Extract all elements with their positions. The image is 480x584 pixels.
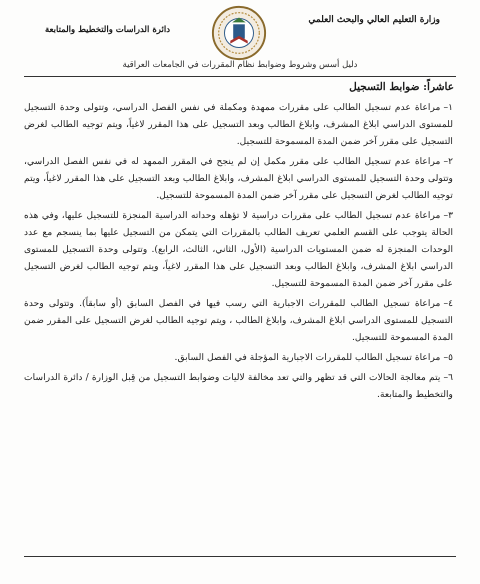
item-text: مراعاة عدم تسجيل الطالب على مقررات ممهدة ومكملة في نفس الفصل الدراسي، وتتولى وحدة التسجيل للمستوى الدراسي ابلاغ المشرف، وابلاغ الطالب وبعد التسجيل على هذا المقرر لاغياً، ويتم توجيه الطالب لغرض التسجيل على مقرر آخر ضمن المدة المسموحة للتسجيل. [24, 102, 453, 147]
header-divider [24, 76, 456, 77]
footer-divider [24, 556, 456, 557]
list-item [24, 295, 453, 346]
list-item [24, 369, 453, 403]
ministry-emblem-icon [210, 4, 268, 62]
item-number: ٣– [443, 210, 453, 221]
list-item [24, 349, 453, 366]
item-number: ٢– [443, 156, 453, 167]
registration-rules-list [24, 99, 453, 406]
item-number: ١– [443, 102, 453, 113]
item-number: ٤– [443, 298, 453, 309]
item-text: يتم معالجة الحالات التي قد تظهر والتي تعد مخالفة لاليات وضوابط التسجيل من قِبل الوزارة / دائرة الدراسات والتخطيط والمتابعة. [24, 372, 453, 400]
item-number: ٦– [443, 372, 453, 383]
item-text: مراعاة تسجيل الطالب للمقررات الاجبارية التي رسب فيها في الفصل السابق (أو سابقاً). وتتولى وحدة التسجيل للمستوى الدراسي ابلاغ المشرف، وابلاغ الطالب ، ويتم توجيه الطالب لغرض التسجيل على المقرر ضمن المدة المسموحة للتسجيل. [24, 298, 453, 343]
list-item [24, 99, 453, 150]
document-subtitle: دليل أسس وشروط وضوابط نظام المقررات في الجامعات العراقية [122, 60, 358, 70]
list-item [24, 207, 453, 292]
item-text: مراعاة عدم تسجيل الطالب على مقررات دراسية لا تؤهله وحداته الدراسية المنجزة للتسجيل عليها، وفي هذه الحالة يتوجب على القسم العلمي تعريف الطالب بالمقررات التي يتمكن من التسجيل عليها بما ينسجم مع عدد الوحدات المنجزة له ضمن المستويات الدراسية (الأول، الثاني، الثالث، الرابع). وتتولى وحدة التسجيل للمستوى الدراسي ابلاغ المشرف، وابلاغ الطالب وبعد التسجيل على هذا المقرر لاغياً، ويتم توجيه الطالب لغرض التسجيل على مقرر آخر ضمن المدة المسموحة للتسجيل. [24, 210, 453, 289]
item-text: مراعاة عدم تسجيل الطالب على مقرر مكمل إن لم ينجح في المقرر الممهد له في نفس الفصل الدراسي، وتتولى وحدة التسجيل للمستوى الدراسي ابلاغ المشرف، وابلاغ الطالب وبعد التسجيل على هذا المقرر لاغياً، ويتم توجيه الطالب لغرض التسجيل على مقرر آخر ضمن المدة المسموحة للتسجيل. [24, 156, 453, 201]
section-title: عاشراً: ضوابط التسجيل [349, 81, 454, 93]
department-name: دائرة الدراسات والتخطيط والمتابعة [45, 25, 170, 35]
item-text: مراعاة تسجيل الطالب للمقررات الاجبارية المؤجلة في الفصل السابق. [174, 352, 441, 363]
item-number: ٥– [443, 352, 453, 363]
list-item [24, 153, 453, 204]
ministry-name: وزارة التعليم العالي والبحث العلمي [308, 15, 440, 25]
